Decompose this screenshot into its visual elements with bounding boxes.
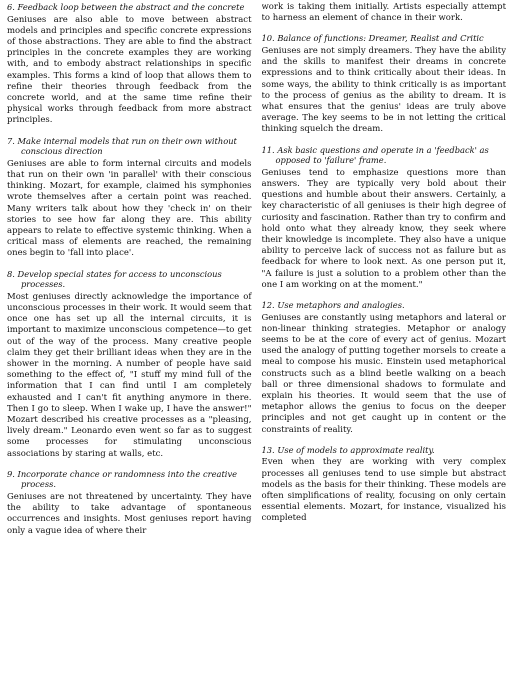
section-body: Geniuses are constantly using metaphors and lateral or non-linear thinking strategies. Metaphor or analogy seems to be at the core of every act of genius. Mozart used the analogy of putting together morsels to create a meal to compose his music. Einstein used metaphorical constructs such as a blind beetle walking on a beach ball or three dimensional shadows to formulate and explain his theories. It would seem that the use of metaphor allows the genius to focus on the deeper principles and not get caught up in content or the constraints of reality. [261,312,506,435]
section-body: Even when they are working with very complex processes all geniuses tend to use simple but abstract models as the basis for their thinking. These models are often simplifications of reality, focusing on only certain essential elements. Mozart, for instance, visualized his completed [261,457,506,524]
section-body: Most geniuses directly acknowledge the importance of unconscious processes in their work. It would seem that once one has set up all the internal circuits, it is important to maximize unconscious competence—to get out of the way of the process. Many creative people claim they get their brilliant ideas when they are in the shower in the morning. A number of people have said something to the effect of, "I stuff my mind full of the information that I can find until I am completely exhausted and I can't fit anything anymore in there. Then I go to sleep. When I wake up, I have the answer!" Mozart described his creative processes as a "pleasing, lively dream." Leonardo even went so far as to suggest some processes for stimulating unconscious associations by staring at walls, etc. [7,291,252,459]
section-10 [262,33,507,135]
section-heading: 11. Ask basic questions and operate in a 'feedback' as opposed to 'failure' frame. [261,144,489,166]
section-body: Geniuses are also able to move between abstract models and principles and specific concrete expressions of those abstractions. They are able to find the abstract principles in the concrete examples they are working with, and to embody abstract relationships in specific examples. This forms a kind of loop that allows them to refine their theories through feedback from the concrete world, and at the same time refine their physical works through feedback from more abstract principles. [7,14,252,126]
section-body: Geniuses are not threatened by uncertainty. They have the ability to take advantage of spontaneous occurrences and insights. Most geniuses report having only a vague idea of where their [7,492,252,536]
right-column [262,2,507,695]
section-6 [7,2,252,127]
section-12 [262,300,507,436]
section-9 [7,469,252,537]
section-body: work is taking them initially. Artists especially attempt to harness an element of chance in their work. [261,2,506,24]
section-heading: 13. Use of models to approximate reality. [261,444,435,455]
section-11 [262,145,507,291]
section-body: Geniuses tend to emphasize questions more than answers. They are typically very bold about their questions and humble about their answers. Certainly, a key characteristic of all geniuses is their high degree of curiosity and fascination. Rather than try to confirm and hold onto what they already know, they seek where their knowledge is incomplete. They also have a unique ability to perceive lack of success not as failure but as feedback for where to look next. As one person put it, "A failure is just a solution to a problem other than the one I am working on at the moment." [261,167,506,290]
section-body: Geniuses are able to form internal circuits and models that run on their own 'in parallel' with their conscious thinking. Mozart, for example, claimed his symphonies wrote themselves after a certain point was reached. Many writers talk about how they 'check in' on their stories to see how far along they are. This ability appears to relate to effective systemic thinking. When a critical mass of elements are reached, the remaining ones begin to 'fall into place'. [7,158,252,259]
left-column [7,2,252,695]
section-heading: 10. Balance of functions: Dreamer, Realist and Critic [261,33,484,44]
section-9-continued [262,2,507,24]
section-heading: 6. Feedback loop between the abstract and the concrete [7,2,245,12]
section-7 [7,136,252,260]
section-13 [262,445,507,525]
section-heading: 8. Develop special states for access to unconscious processes. [7,268,222,290]
section-heading: 12. Use metaphors and analogies. [261,300,405,311]
section-body: Geniuses are not simply dreamers. They have the ability and the skills to manifest their dreams in concrete expressions and to think critically about their ideas. In some ways, the ability to think critically is as important to the process of genius as the ability to dream. It is what ensures that the genius' ideas are truly above average. The key seems to be in not letting the critical thinking squelch the dream. [261,46,506,135]
section-heading: 9. Incorporate chance or randomness into the creative process. [7,468,238,490]
section-8 [7,269,252,460]
section-heading: 7. Make internal models that run on their own without conscious direction [7,135,237,157]
